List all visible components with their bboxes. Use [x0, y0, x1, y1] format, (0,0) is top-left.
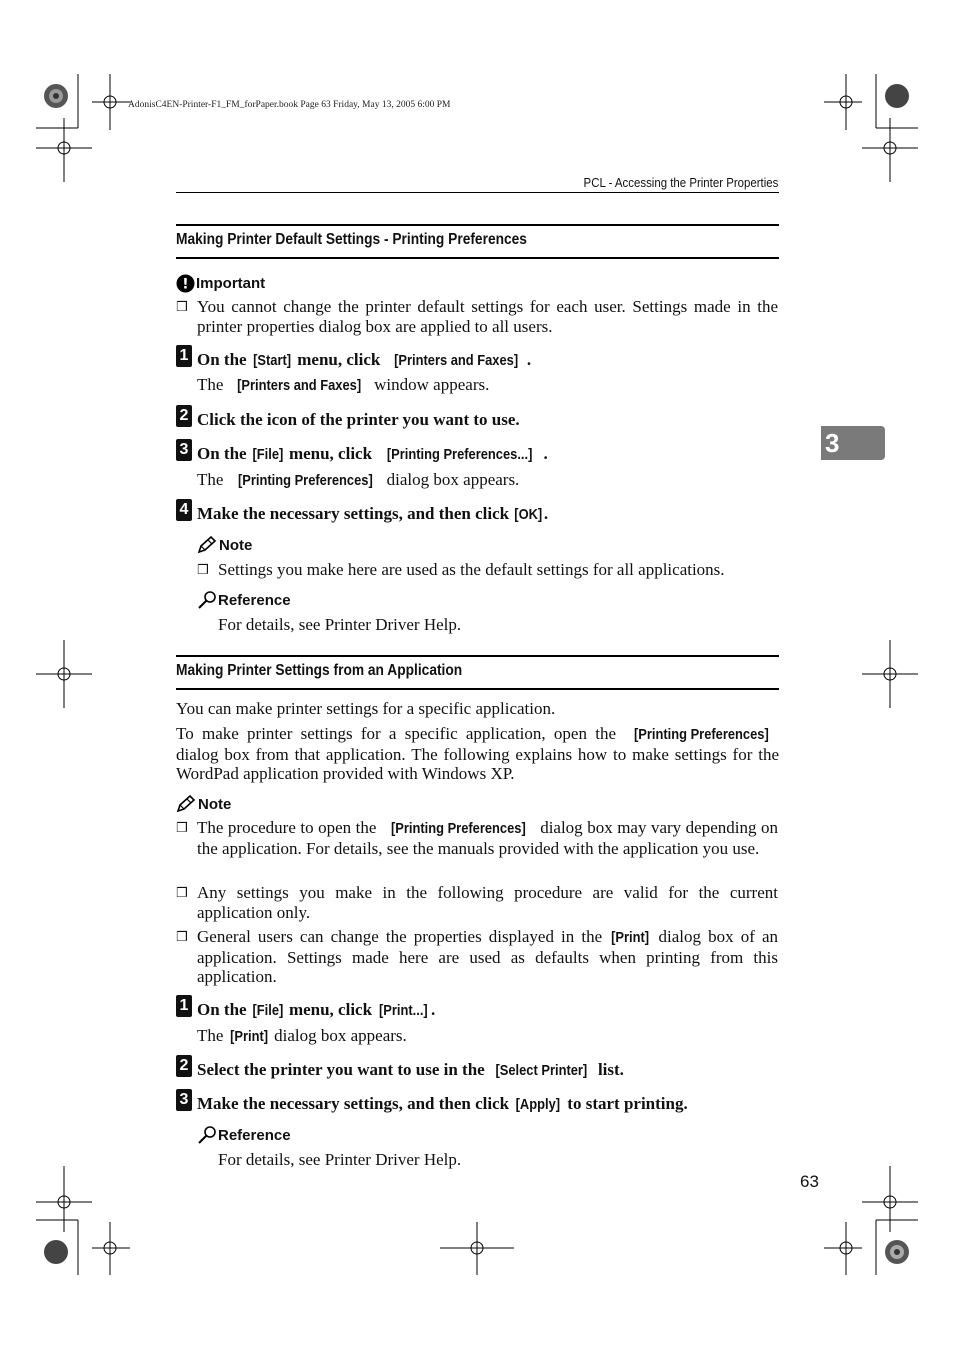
note-bullet: Settings you make here are used as the default settings for all applications.	[218, 560, 725, 579]
step-instruction: On the [Start] menu, click [Printers and Faxes] .	[197, 350, 532, 369]
step-number: 3	[176, 1089, 192, 1111]
section-rule-top	[176, 224, 779, 226]
running-header: PCL - Accessing the Printer Properties	[583, 175, 778, 190]
step-result: The [Print] dialog box appears.	[197, 1026, 407, 1045]
section-title: Making Printer Default Settings - Printing Preferences	[176, 231, 527, 248]
reference-text: For details, see Printer Driver Help.	[218, 615, 462, 634]
important-icon	[176, 274, 195, 293]
header-rule	[176, 192, 779, 193]
step-number: 2	[176, 405, 192, 427]
checkbox-bullet-icon: ❒	[176, 886, 188, 901]
svg-text:!: !	[182, 276, 189, 293]
checkbox-bullet-icon: ❒	[176, 930, 188, 945]
important-label: Important	[196, 275, 266, 292]
step-instruction: On the [File] menu, click [Print...] .	[197, 1000, 436, 1019]
section-title: Making Printer Settings from an Application	[176, 662, 463, 679]
step-number: 4	[176, 499, 192, 521]
step-instruction: Make the necessary settings, and then click [Apply] to start printing.	[197, 1094, 688, 1113]
checkbox-bullet-icon: ❒	[197, 563, 209, 578]
section-rule-top	[176, 655, 779, 657]
step-instruction: Select the printer you want to use in the [Select Printer] list.	[197, 1060, 624, 1079]
intro-paragraph: To make printer settings for a specific application, open the [Printing Preferences] dialog box from that application. The following explains how to make settings for the WordPad application provided with Windows XP.	[176, 724, 779, 784]
important-bullet: You cannot change the printer default settings for each user. Settings made in the printer properties dialog box are applied to all users.	[197, 297, 778, 336]
reference-heading	[197, 590, 291, 610]
note-bullet: The procedure to open the [Printing Preferences] dialog box may vary depending on the application. For details, see the manuals provided with the application you use.	[197, 818, 779, 858]
step-result: The [Printers and Faxes] window appears.	[197, 375, 490, 394]
step-number: 1	[176, 995, 192, 1017]
pencil-icon	[197, 536, 217, 554]
step-number: 1	[176, 345, 192, 367]
step-result: The [Printing Preferences] dialog box appears.	[197, 470, 520, 489]
section-rule-bottom	[176, 688, 779, 690]
note-bullet: Any settings you make in the following procedure are valid for the current application only.	[197, 883, 778, 922]
important-heading	[176, 274, 265, 293]
reference-text: For details, see Printer Driver Help.	[218, 1150, 462, 1169]
reference-label: Reference	[218, 591, 291, 609]
file-info: AdonisC4EN-Printer-F1_FM_forPaper.book Page 63 Friday, May 13, 2005 6:00 PM	[128, 100, 451, 110]
note-label: Note	[198, 795, 232, 813]
chapter-tab: 3	[821, 426, 885, 460]
reference-label: Reference	[218, 1126, 291, 1144]
magnifier-icon	[197, 590, 217, 610]
page-number: 63	[800, 1172, 819, 1191]
step-instruction: On the [File] menu, click [Printing Preferences...] .	[197, 444, 548, 463]
checkbox-bullet-icon: ❒	[176, 300, 188, 315]
magnifier-icon	[197, 1125, 217, 1145]
note-heading	[176, 795, 231, 813]
note-label: Note	[219, 536, 253, 554]
note-bullet: General users can change the properties displayed in the [Print] dialog box of an application. Settings made here are used as defaults when printing from this application.	[197, 927, 778, 987]
checkbox-bullet-icon: ❒	[176, 821, 188, 836]
note-heading	[197, 536, 252, 554]
step-number: 3	[176, 439, 192, 461]
pencil-icon	[176, 795, 196, 813]
intro-paragraph: You can make printer settings for a specific application.	[176, 699, 556, 718]
step-instruction: Click the icon of the printer you want to use.	[197, 410, 520, 429]
step-instruction: Make the necessary settings, and then click [OK].	[197, 504, 549, 523]
step-number: 2	[176, 1055, 192, 1077]
reference-heading	[197, 1125, 291, 1145]
section-rule-bottom	[176, 257, 779, 259]
